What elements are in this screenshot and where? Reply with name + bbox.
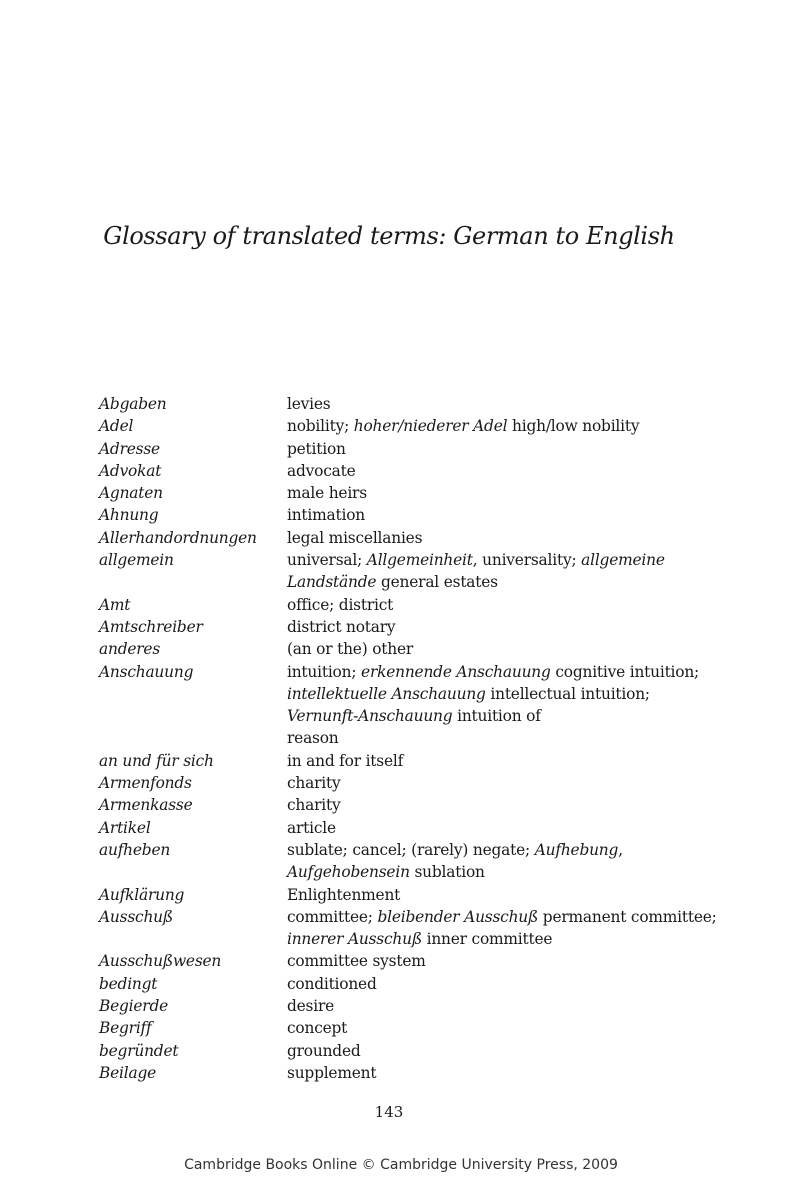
glossary-entry xyxy=(99,772,709,794)
definition-german-term: allgemeine xyxy=(581,551,665,570)
glossary-term: Advokat xyxy=(99,461,162,480)
definition-line xyxy=(287,995,709,1017)
glossary-term: Ahnung xyxy=(99,506,159,525)
definition-text: committee; xyxy=(287,907,378,926)
glossary-definition xyxy=(287,594,709,616)
definition-german-term: Vernunft-Anschauung xyxy=(287,707,453,726)
glossary-entry xyxy=(99,549,709,594)
definition-text: male heirs xyxy=(287,484,367,503)
glossary-entry xyxy=(99,839,709,884)
glossary-definition xyxy=(287,661,709,750)
glossary-entry xyxy=(99,393,709,415)
glossary-definition xyxy=(287,438,709,460)
definition-text: sublate; cancel; (rarely) negate; xyxy=(287,840,535,859)
glossary-definition xyxy=(287,906,717,951)
definition-line xyxy=(287,973,709,995)
glossary-definition xyxy=(287,995,709,1017)
glossary-entry xyxy=(99,1017,709,1039)
definition-text: grounded xyxy=(287,1041,361,1060)
definition-text: article xyxy=(287,818,336,837)
glossary-entry xyxy=(99,750,709,772)
definition-german-term: Aufgehobensein xyxy=(287,863,410,882)
definition-text: Enlightenment xyxy=(287,885,401,904)
definition-text: district notary xyxy=(287,617,396,636)
glossary-term: Allerhandordnungen xyxy=(99,528,257,547)
definition-line xyxy=(287,415,709,437)
glossary-entry xyxy=(99,973,709,995)
definition-line xyxy=(287,638,709,660)
definition-line xyxy=(287,884,709,906)
definition-text: high/low nobility xyxy=(507,417,640,436)
definition-text: charity xyxy=(287,796,341,815)
glossary-entry xyxy=(99,594,709,616)
glossary-term: allgemein xyxy=(99,551,174,570)
definition-line xyxy=(287,861,709,883)
glossary-definition xyxy=(287,504,709,526)
definition-line xyxy=(287,750,709,772)
glossary-term: Armenfonds xyxy=(99,774,192,793)
glossary-definition xyxy=(287,1062,709,1084)
definition-text: cognitive intuition; xyxy=(550,662,700,681)
glossary-definition xyxy=(287,482,709,504)
definition-text: inner committee xyxy=(421,930,553,949)
glossary-entry xyxy=(99,638,709,660)
glossary-definition xyxy=(287,638,709,660)
definition-german-term: hoher/niederer Adel xyxy=(353,417,508,436)
definition-text: intuition of xyxy=(452,707,541,726)
definition-line xyxy=(287,571,709,593)
definition-text: general estates xyxy=(376,573,498,592)
definition-text: universal; xyxy=(287,551,367,570)
glossary-entry xyxy=(99,460,709,482)
definition-line xyxy=(287,482,709,504)
definition-line xyxy=(287,661,709,683)
definition-line xyxy=(287,1040,709,1062)
glossary-definition xyxy=(287,884,709,906)
glossary-entry xyxy=(99,1062,709,1084)
glossary-term: Beilage xyxy=(99,1063,156,1082)
glossary-term: Ausschußwesen xyxy=(99,952,222,971)
definition-text: , xyxy=(618,840,623,859)
definition-text: permanent committee; xyxy=(538,907,717,926)
definition-line xyxy=(287,616,709,638)
glossary-entry xyxy=(99,527,709,549)
definition-line xyxy=(287,839,709,861)
glossary-term: Artikel xyxy=(99,818,151,837)
glossary-term: Amtschreiber xyxy=(99,617,203,636)
glossary-entry xyxy=(99,817,709,839)
glossary-term: aufheben xyxy=(99,840,171,859)
glossary-term: bedingt xyxy=(99,974,158,993)
definition-line xyxy=(287,460,709,482)
definition-line xyxy=(287,817,709,839)
glossary-term: Abgaben xyxy=(99,395,167,413)
definition-text: desire xyxy=(287,997,335,1016)
definition-german-term: erkennende Anschauung xyxy=(361,662,551,681)
definition-german-term: intellektuelle Anschauung xyxy=(287,684,486,703)
definition-german-term: Landstände xyxy=(287,573,377,592)
definition-text: (an or the) other xyxy=(287,640,414,659)
definition-text: legal miscellanies xyxy=(287,528,423,547)
glossary-list xyxy=(99,393,717,1084)
definition-german-term: innerer Ausschuß xyxy=(287,930,422,949)
glossary-entry xyxy=(99,616,709,638)
definition-line xyxy=(287,727,709,749)
definition-line xyxy=(287,438,709,460)
glossary-term: Begriff xyxy=(99,1019,152,1038)
definition-text: conditioned xyxy=(287,974,377,993)
definition-text: advocate xyxy=(287,461,356,480)
glossary-term: Amt xyxy=(99,595,131,614)
glossary-definition xyxy=(287,415,709,437)
glossary-term: Adresse xyxy=(99,439,160,458)
copyright-footer: Cambridge Books Online © Cambridge University Press, 2009 xyxy=(184,1157,618,1173)
definition-text: committee system xyxy=(287,952,426,971)
definition-text: sublation xyxy=(409,863,485,882)
glossary-definition xyxy=(287,1017,709,1039)
definition-text: supplement xyxy=(287,1063,377,1082)
glossary-entry xyxy=(99,482,709,504)
glossary-term: Ausschuß xyxy=(99,907,173,926)
definition-line xyxy=(287,1062,709,1084)
glossary-term: Begierde xyxy=(99,997,169,1016)
definition-line xyxy=(287,393,709,415)
glossary-entry xyxy=(99,415,709,437)
definition-text: reason xyxy=(287,729,339,748)
glossary-term: Aufklärung xyxy=(99,885,185,904)
glossary-definition xyxy=(287,750,709,772)
glossary-term: an und für sich xyxy=(99,751,214,770)
glossary-definition xyxy=(287,950,709,972)
glossary-entry xyxy=(99,906,717,951)
glossary-term: Armenkasse xyxy=(99,796,193,815)
glossary-entry xyxy=(99,884,709,906)
definition-text: intimation xyxy=(287,506,365,525)
page-number: 143 xyxy=(374,1103,404,1121)
glossary-entry xyxy=(99,661,709,750)
glossary-term: anderes xyxy=(99,640,161,659)
glossary-definition xyxy=(287,527,709,549)
page-title: Glossary of translated terms: German to English xyxy=(103,222,675,250)
definition-german-term: Allgemeinheit xyxy=(366,551,473,570)
glossary-term: Agnaten xyxy=(99,484,163,503)
definition-line xyxy=(287,549,709,571)
glossary-definition xyxy=(287,393,709,415)
definition-line xyxy=(287,705,709,727)
definition-text: nobility; xyxy=(287,417,354,436)
glossary-definition xyxy=(287,616,709,638)
definition-text: intellectual intuition; xyxy=(485,684,650,703)
definition-text: , universality; xyxy=(472,551,582,570)
glossary-definition xyxy=(287,794,709,816)
glossary-entry xyxy=(99,438,709,460)
glossary-entry xyxy=(99,504,709,526)
glossary-entry xyxy=(99,794,709,816)
definition-line xyxy=(287,683,709,705)
glossary-entry xyxy=(99,1040,709,1062)
glossary-entry xyxy=(99,995,709,1017)
definition-line xyxy=(287,906,717,928)
glossary-definition xyxy=(287,1040,709,1062)
glossary-definition xyxy=(287,460,709,482)
definition-line xyxy=(287,928,717,950)
definition-text: petition xyxy=(287,439,346,458)
glossary-definition xyxy=(287,839,709,884)
definition-line xyxy=(287,794,709,816)
definition-line xyxy=(287,950,709,972)
definition-text: intuition; xyxy=(287,662,362,681)
definition-text: office; district xyxy=(287,595,394,614)
definition-german-term: bleibender Ausschuß xyxy=(377,907,539,926)
definition-line xyxy=(287,527,709,549)
definition-line xyxy=(287,594,709,616)
glossary-definition xyxy=(287,549,709,594)
definition-text: concept xyxy=(287,1019,348,1038)
glossary-term: Anschauung xyxy=(99,662,194,681)
glossary-term: begründet xyxy=(99,1041,179,1060)
glossary-definition xyxy=(287,973,709,995)
glossary-definition xyxy=(287,772,709,794)
definition-line xyxy=(287,772,709,794)
glossary-term: Adel xyxy=(99,417,134,436)
definition-line xyxy=(287,504,709,526)
definition-german-term: Aufhebung xyxy=(534,840,619,859)
definition-text: charity xyxy=(287,774,341,793)
definition-text: in and for itself xyxy=(287,751,404,770)
definition-text: levies xyxy=(287,395,331,413)
glossary-definition xyxy=(287,817,709,839)
glossary-entry xyxy=(99,950,709,972)
definition-line xyxy=(287,1017,709,1039)
